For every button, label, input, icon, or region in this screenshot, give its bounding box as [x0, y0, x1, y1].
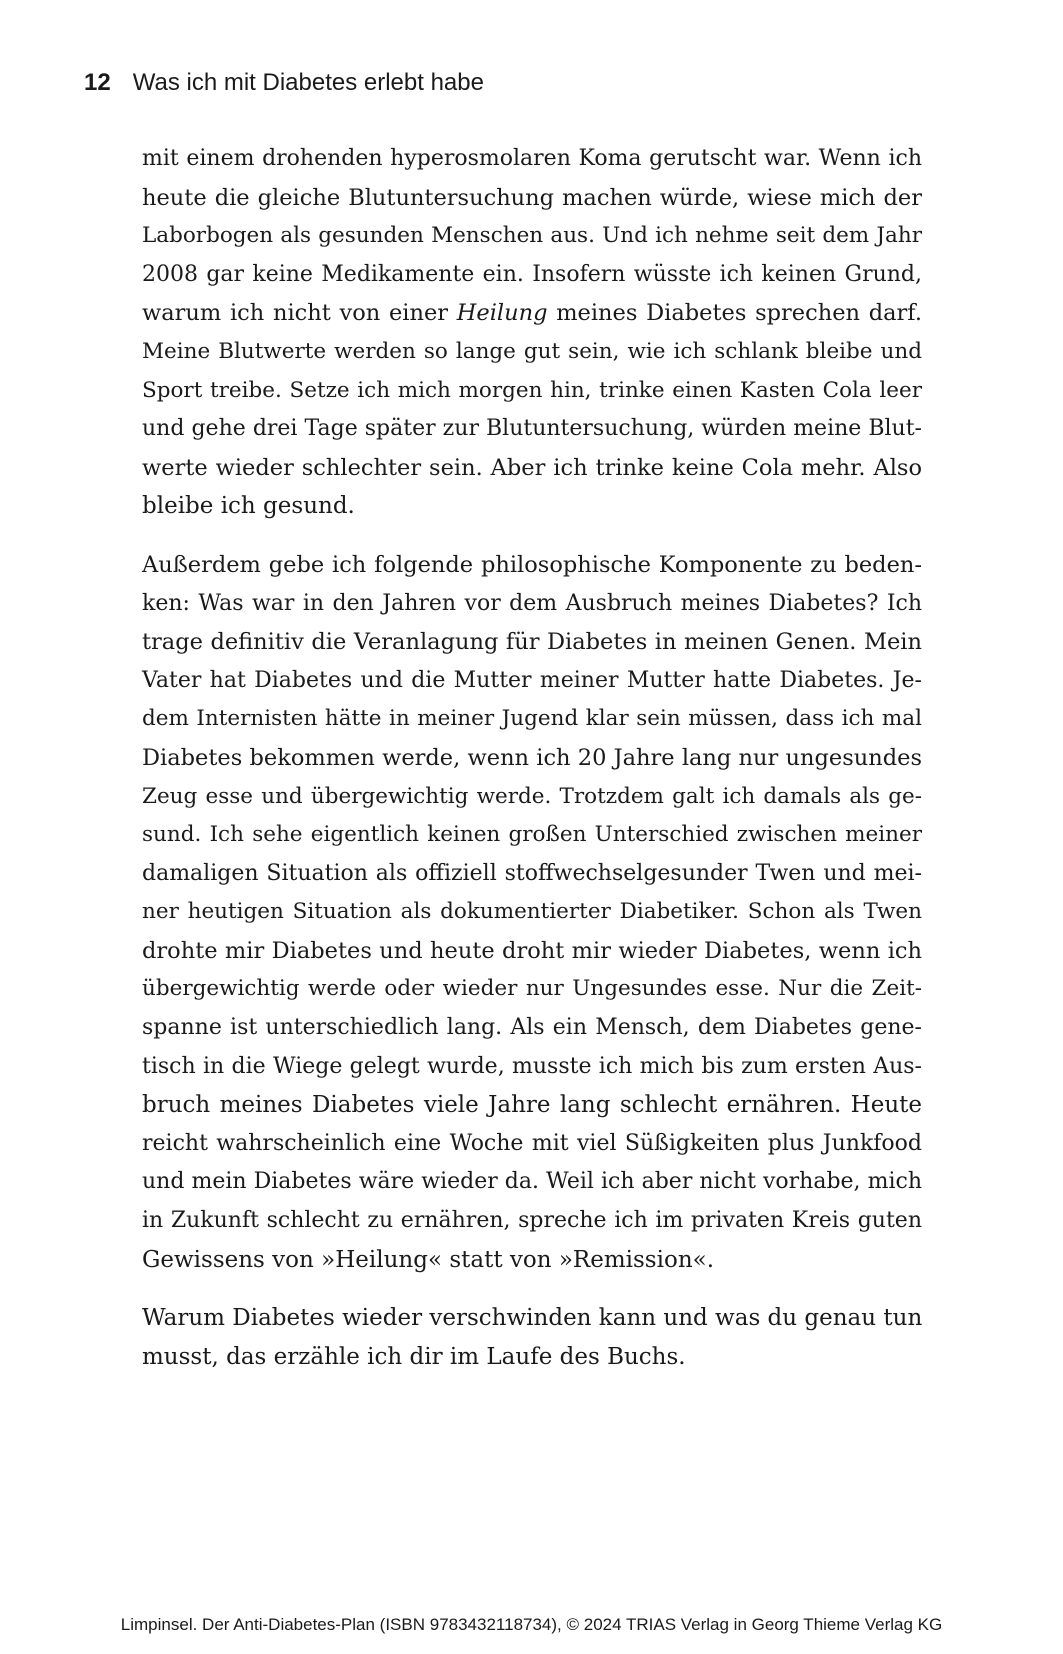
text-line: Außerdem gebe ich folgende philosophische Komponente zu beden- [142, 551, 922, 578]
chapter-title: Was ich mit Diabetes erlebt habe [132, 69, 484, 96]
copyright-footer: Limpinsel. Der Anti-Diabetes-Plan (ISBN 9783432118734), © 2024 TRIAS Verlag in Georg Thieme Verlag KG [120, 1615, 943, 1634]
text-line: trage definitiv die Veranlagung für Diabetes in meinen Genen. Mein [142, 629, 922, 656]
text-line: und mein Diabetes wäre wieder da. Weil ich aber nicht vorhabe, mich [142, 1169, 922, 1195]
text-line: Warum Diabetes wieder verschwinden kann und was du genau tun [142, 1305, 923, 1332]
text-line: Laborbogen als gesunden Menschen aus. Und ich nehme seit dem Jahr [142, 223, 922, 249]
text-line: bruch meines Diabetes viele Jahre lang schlecht ernähren. Heute [142, 1092, 922, 1119]
text-line: damaligen Situation als offiziell stoffwechselgesunder Twen und mei- [142, 860, 922, 886]
text-line: bleibe ich gesund. [142, 493, 355, 520]
text-line: tisch in die Wiege gelegt wurde, musste ich mich bis zum ersten Aus- [142, 1053, 922, 1079]
body-text [142, 140, 922, 1396]
text-line: ken: Was war in den Jahren vor dem Ausbruch meines Diabetes? Ich [142, 590, 922, 616]
text-line: spanne ist unterschiedlich lang. Als ein Mensch, dem Diabetes gene- [142, 1015, 922, 1041]
text-line: reicht wahrscheinlich eine Woche mit viel Süßigkeiten plus Junkfood [142, 1130, 922, 1156]
running-head [84, 68, 484, 98]
text-line: 2008 gar keine Medikamente ein. Insofern wüsste ich keinen Grund, [142, 261, 922, 287]
text-line: drohte mir Diabetes und heute droht mir wieder Diabetes, wenn ich [142, 937, 922, 964]
text-line: übergewichtig werde oder wieder nur Ungesundes esse. Nur die Zeit- [142, 976, 922, 1002]
text-line: heute die gleiche Blutuntersuchung machen würde, wiese mich der [142, 184, 922, 211]
text-line [142, 294, 922, 333]
text-line: Zeug esse und übergewichtig werde. Trotzdem galt ich damals als ge- [142, 783, 922, 809]
text-line: sund. Ich sehe eigentlich keinen großen Unterschied zwischen meiner [142, 822, 922, 848]
text-line: werte wieder schlechter sein. Aber ich trinke keine Cola mehr. Also [142, 454, 922, 481]
paragraph-1 [142, 140, 922, 526]
text-run: meines Diabetes sprechen darf. [547, 300, 922, 327]
text-line: Vater hat Diabetes und die Mutter meiner Mutter hatte Diabetes. Je- [142, 667, 922, 693]
paragraph-2 [142, 546, 922, 1279]
text-line: mit einem drohenden hyperosmolaren Koma gerutscht war. Wenn ich [142, 146, 922, 171]
text-line: musst, das erzähle ich dir im Laufe des Buchs. [142, 1343, 686, 1370]
text-line: Diabetes bekommen werde, wenn ich 20 Jahre lang nur ungesundes [142, 744, 922, 771]
text-line: und gehe drei Tage später zur Blutuntersuchung, würden meine Blut- [142, 416, 922, 442]
text-line: dem Internisten hätte in meiner Jugend klar sein müssen, dass ich mal [142, 706, 922, 732]
text-line: Sport treibe. Setze ich mich morgen hin, trinke einen Kasten Cola leer [142, 377, 922, 403]
page-number: 12 [84, 69, 111, 96]
emphasis-text: Heilung [456, 300, 548, 327]
paragraph-3 [142, 1299, 922, 1376]
text-run: warum ich nicht von einer [142, 300, 457, 327]
text-line: Gewissens von »Heilung« statt von »Remission«. [142, 1246, 715, 1273]
text-line: in Zukunft schlecht zu ernähren, spreche ich im privaten Kreis guten [142, 1208, 922, 1234]
text-line: ner heutigen Situation als dokumentierter Diabetiker. Schon als Twen [142, 899, 922, 925]
text-line: Meine Blutwerte werden so lange gut sein, wie ich schlank bleibe und [142, 338, 922, 364]
